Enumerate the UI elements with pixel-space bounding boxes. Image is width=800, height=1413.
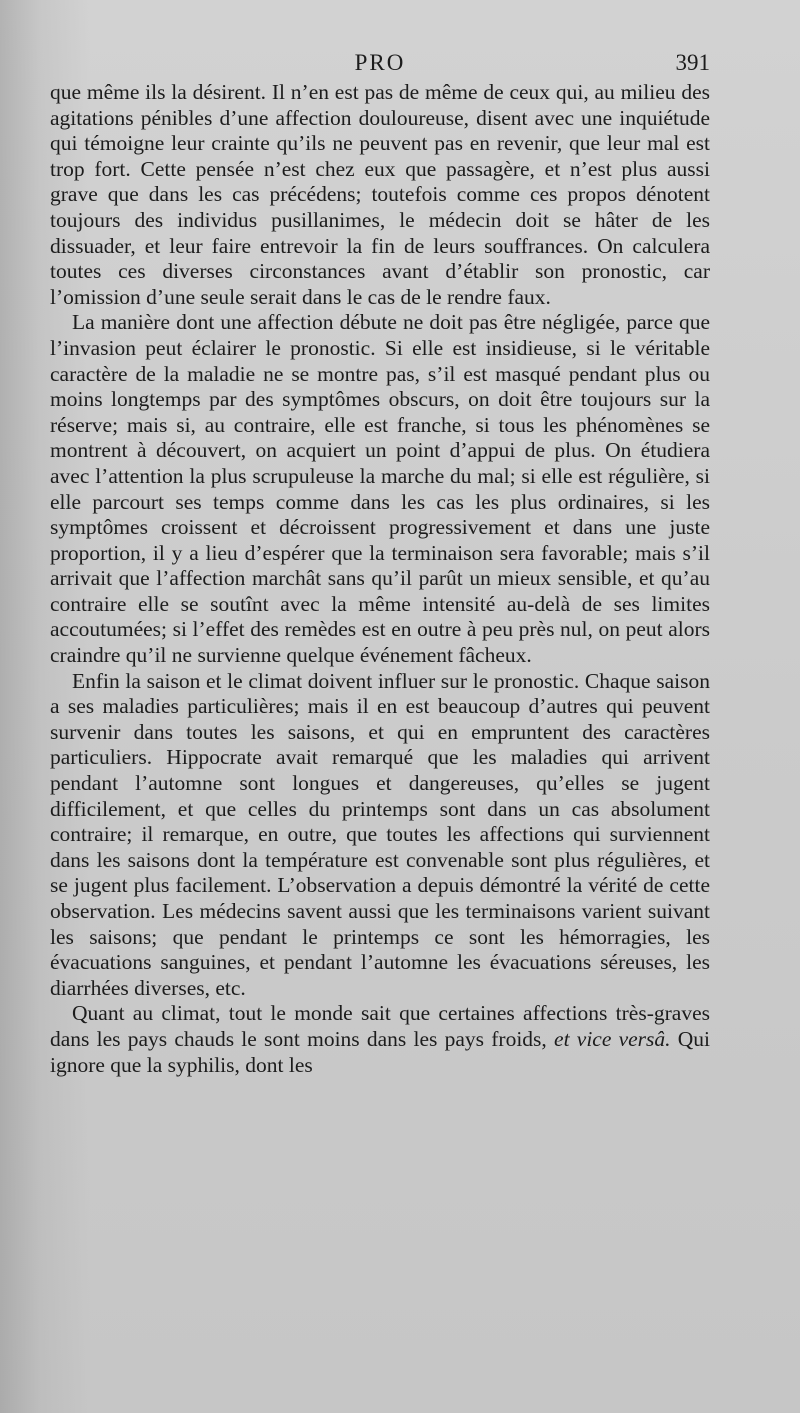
page-number: 391 <box>675 50 710 75</box>
paragraph-4 <box>50 1001 710 1078</box>
page-header <box>50 50 710 80</box>
paragraph-2: La manière dont une affection débute ne doit pas être négligée, parce que l’invasion peut éclairer le pronostic. Si elle est insidieuse, si le véritable caractère de la maladie ne se montre pas, s’il est masqué pendant plus ou moins longtemps par des symptômes obscurs, on doit être toujours sur la réserve; mais si, au contraire, elle est franche, si tous les phénomènes se montrent à découvert, on acquiert un point d’appui de plus. On étudiera avec l’attention la plus scrupuleuse la marche du mal; si elle est régulière, si elle parcourt ses temps comme dans les cas les plus ordinaires, si les symptômes croissent et décroissent progressivement et dans une juste proportion, il y a lieu d’espérer que la terminaison sera favorable; mais s’il arrivait que l’affection marchât sans qu’il parût un mieux sensible, et qu’au contraire elle se soutînt avec la même intensité au-delà de ses limites accoutumées; si l’effet des remèdes est en outre à peu près nul, on peut alors craindre qu’il ne survienne quelque événement fâcheux. <box>50 310 710 668</box>
paragraph-1: que même ils la désirent. Il n’en est pas de même de ceux qui, au milieu des agitations pénibles d’une affection douloureuse, disent avec une inquiétude qui témoigne leur crainte qu’ils ne peuvent pas en revenir, que leur mal est trop fort. Cette pensée n’est chez eux que passagère, et n’est plus aussi grave que dans les cas précédens; toutefois comme ces propos dénotent toujours des individus pusillanimes, le médecin doit se hâter de les dissuader, et leur faire entrevoir la fin de leurs souffrances. On calculera toutes ces diverses circonstances avant d’établir son pronostic, car l’omission d’une seule serait dans le cas de le rendre faux. <box>50 80 710 309</box>
running-head: PRO <box>354 50 406 75</box>
body-text <box>50 80 710 1078</box>
paragraph-4-text-after: Qui ignore que la syphilis, dont les <box>50 1026 711 1077</box>
paragraph-4-italic: et vice versâ. <box>554 1026 671 1051</box>
paragraph-4-text-before: Quant au climat, tout le monde sait que certaines affections très-graves dans les pays chauds le sont moins dans les pays froids, <box>50 1001 710 1051</box>
paragraph-3: Enfin la saison et le climat doivent influer sur le pronostic. Chaque saison a ses maladies particulières; mais il en est beaucoup d’autres qui peuvent survenir dans toutes les saisons, et qui en empruntent des caractères particuliers. Hippocrate avait remarqué que les maladies qui arrivent pendant l’automne sont longues et dangereuses, qu’elles se jugent difficilement, et que celles du printemps sont dans un cas absolument contraire; il remarque, en outre, que toutes les affections qui surviennent dans les saisons dont la température est convenable sont plus régulières, et se jugent plus facilement. L’observation a depuis démontré la vérité de cette observation. Les médecins savent aussi que les terminaisons varient suivant les saisons; que pendant le printemps ce sont les hémorragies, les évacuations sanguines, et pendant l’automne les évacuations séreuses, les diarrhées diverses, etc. <box>50 668 710 1000</box>
